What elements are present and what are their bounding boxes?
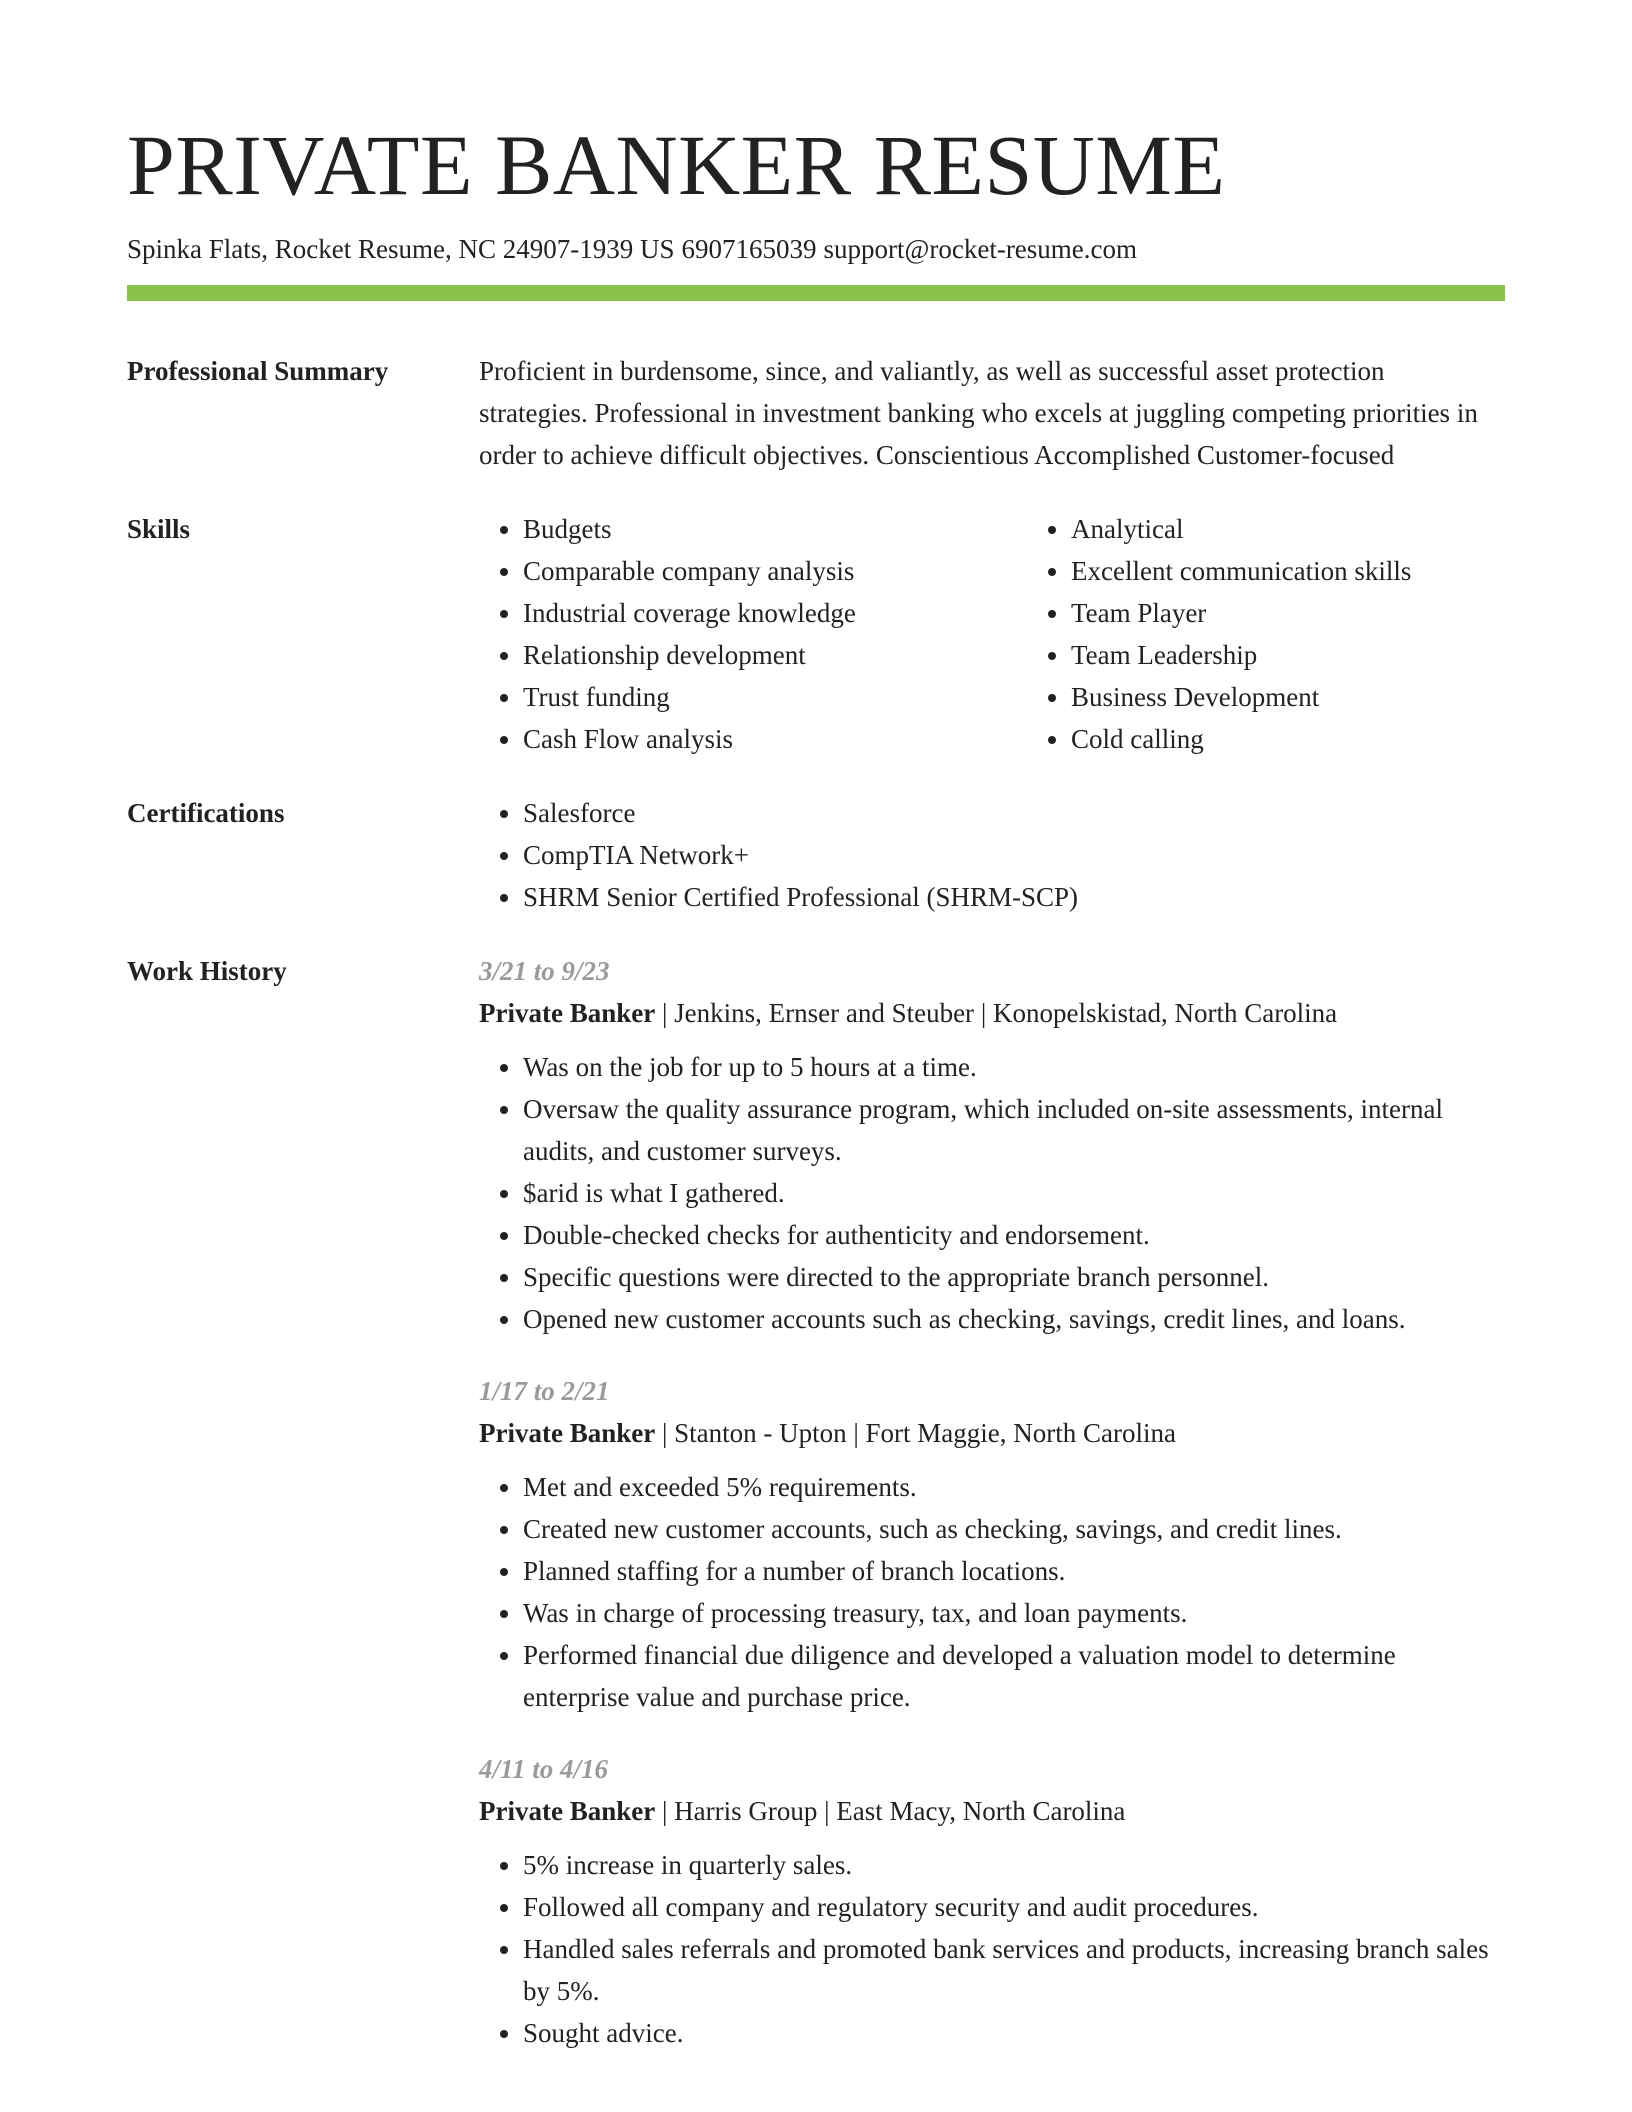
- job-bullet: • Double-checked checks for authenticity and endorsement.: [523, 1214, 1505, 1256]
- job-entry: [479, 950, 1505, 1340]
- certifications-list: [479, 792, 1505, 918]
- skill-item: • Budgets: [523, 508, 1027, 550]
- job-company: Stanton - Upton: [674, 1418, 847, 1448]
- summary-body: [479, 350, 1505, 476]
- job-heading: [479, 1790, 1505, 1832]
- contact-phone: 6907165039: [681, 234, 817, 264]
- section-label-work-history: Work History: [127, 956, 287, 986]
- skill-item: • Excellent communication skills: [1071, 550, 1575, 592]
- job-dates: 3/21 to 9/23: [479, 956, 610, 986]
- certifications-section: [127, 792, 1505, 918]
- resume-content: [127, 350, 1505, 2086]
- job-company: Harris Group: [674, 1796, 818, 1826]
- contact-email: support@rocket-resume.com: [823, 234, 1138, 264]
- job-bullet: • Met and exceeded 5% requirements.: [523, 1466, 1505, 1508]
- job-bullet: • Was on the job for up to 5 hours at a time.: [523, 1046, 1505, 1088]
- skill-item: • Relationship development: [523, 634, 1027, 676]
- job-bullet: • Opened new customer accounts such as checking, savings, credit lines, and loans.: [523, 1298, 1505, 1340]
- skill-item: • Industrial coverage knowledge: [523, 592, 1027, 634]
- job-entry: [479, 1370, 1505, 1718]
- skills-grid: [479, 508, 1575, 760]
- job-title: Private Banker: [479, 1418, 656, 1448]
- skill-item: • Cash Flow analysis: [523, 718, 1027, 760]
- job-dates: 4/11 to 4/16: [479, 1754, 609, 1784]
- job-bullet: • Created new customer accounts, such as checking, savings, and credit lines.: [523, 1508, 1505, 1550]
- skill-item: • Team Leadership: [1071, 634, 1575, 676]
- job-bullet: • Planned staffing for a number of branch locations.: [523, 1550, 1505, 1592]
- job-bullet: • Handled sales referrals and promoted bank services and products, increasing branch sales by 5%.: [523, 1928, 1505, 2012]
- job-bullet: • Oversaw the quality assurance program, which included on-site assessments, internal audits, and customer surveys.: [523, 1088, 1505, 1172]
- work-history-section: [127, 950, 1505, 2054]
- skills-section: [127, 508, 1505, 760]
- job-bullet: • Performed financial due diligence and developed a valuation model to determine enterprise value and purchase price.: [523, 1634, 1505, 1718]
- certification-item: • SHRM Senior Certified Professional (SHRM-SCP): [523, 876, 1505, 918]
- job-heading: [479, 992, 1505, 1034]
- job-bullet: • Sought advice.: [523, 2012, 1505, 2054]
- work-history-body: [479, 950, 1505, 2054]
- job-separator: |: [974, 998, 993, 1028]
- job-title: Private Banker: [479, 1796, 656, 1826]
- contact-line: [127, 232, 1144, 266]
- skill-item: • Trust funding: [523, 676, 1027, 718]
- skill-item: • Team Player: [1071, 592, 1575, 634]
- job-location: East Macy, North Carolina: [836, 1796, 1126, 1826]
- job-company: Jenkins, Ernser and Steuber: [674, 998, 975, 1028]
- section-label-summary: Professional Summary: [127, 356, 389, 386]
- certifications-body: [479, 792, 1505, 918]
- job-heading: [479, 1412, 1505, 1454]
- skill-item: • Analytical: [1071, 508, 1575, 550]
- job-bullet: • 5% increase in quarterly sales.: [523, 1844, 1505, 1886]
- skill-item: • Cold calling: [1071, 718, 1575, 760]
- job-bullets: [479, 1844, 1505, 2054]
- job-separator: |: [655, 998, 675, 1028]
- skills-list-right: [1027, 508, 1575, 760]
- section-label-certifications: Certifications: [127, 798, 285, 828]
- skill-item: • Business Development: [1071, 676, 1575, 718]
- skill-item: • Comparable company analysis: [523, 550, 1027, 592]
- job-separator: |: [655, 1418, 675, 1448]
- job-bullet: • Specific questions were directed to the appropriate branch personnel.: [523, 1256, 1505, 1298]
- job-bullet: • Followed all company and regulatory security and audit procedures.: [523, 1886, 1505, 1928]
- section-label-skills: Skills: [127, 514, 191, 544]
- contact-address: Spinka Flats, Rocket Resume, NC 24907-1939 US: [127, 234, 675, 264]
- certification-item: • Salesforce: [523, 792, 1505, 834]
- job-bullet: • Was in charge of processing treasury, tax, and loan payments.: [523, 1592, 1505, 1634]
- skills-body: [479, 508, 1575, 760]
- certification-item: • CompTIA Network+: [523, 834, 1505, 876]
- job-separator: |: [655, 1796, 675, 1826]
- summary-section: [127, 350, 1505, 476]
- job-location: Konopelskistad, North Carolina: [992, 998, 1338, 1028]
- job-separator: |: [817, 1796, 837, 1826]
- job-title: Private Banker: [479, 998, 656, 1028]
- job-separator: |: [846, 1418, 866, 1448]
- job-bullet: • $arid is what I gathered.: [523, 1172, 1505, 1214]
- job-location: Fort Maggie, North Carolina: [865, 1418, 1176, 1448]
- summary-text: Proficient in burdensome, since, and valiantly, as well as successful asset protection strategies. Professional in investment banking who excels at juggling competing priorities in order to achieve difficult objectives. Conscientious Accomplished Customer-focused: [479, 356, 1478, 470]
- job-entry: [479, 1748, 1505, 2054]
- skills-list-left: [479, 508, 1027, 760]
- job-bullets: [479, 1466, 1505, 1718]
- resume-title: PRIVATE BANKER RESUME: [127, 117, 1226, 213]
- job-bullets: [479, 1046, 1505, 1340]
- job-dates: 1/17 to 2/21: [479, 1376, 610, 1406]
- accent-divider: [127, 285, 1505, 301]
